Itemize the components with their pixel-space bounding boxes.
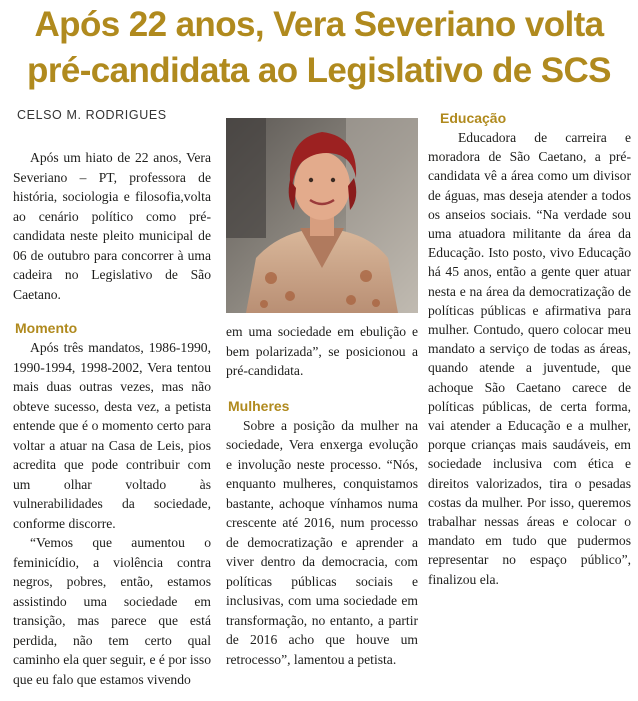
byline: CELSO M. RODRIGUES [17,108,167,122]
momento-paragraph-1: Após três mandatos, 1986-1990, 1990-1994, 1998-2002, Vera tentou mais duas outras vezes, mas não obteve sucesso, desta vez, a petista entende que é o momento certo para voltar a atuar na Casa de Leis, pios acredita que pode contribuir com um olhar voltado às vulnerabilidades da sociedade, conforme discorre. [13,340,211,531]
mulheres-paragraph: Sobre a posição da mulher na sociedade, Vera enxerga evolução e involução neste processo. “Nós, enquanto mulheres, conquistamos bastante, achoque vínhamos numa crescente até 2016, num processo de democratização e aprender a viver dentro da democracia, com políticas públicas sociais e inclusivas, com uma sociedade em transformação, no entanto, a partir de 2016 acho que houve um retrocesso”, lamentou a petista. [226,417,418,667]
momento-continuation: em uma sociedade em ebulição e bem polarizada”, se posicionou a pré-candidata. [226,324,418,378]
section-title-momento: Momento [15,320,78,336]
section-title-mulheres: Mulheres [228,397,290,414]
momento-paragraph-2: “Vemos que aumentou o feminicídio, a violência contra negros, pobres, então, estamos assistindo uma sociedade em transição, mas parece que está perdida, não tem certo qual caminho ela quer seguir, e é por isso que eu falo que estamos vivendo [13,535,212,687]
column-3 [428,0,631,589]
intro-paragraph: Após um hiato de 22 anos, Vera Severiano – PT, professora de história, sociologia e filosofia,volta ao cenário político como pré-candidata neste pleito municipal de 06 de outubro para concorrer à uma cadeira no Legislativo de São Caetano. [13,150,211,302]
section-title-educacao: Educação [440,110,507,126]
headline-line-1: Após 22 anos, Vera Severiano volta [34,5,604,44]
educacao-paragraph: Educadora de carreira e moradora de São Caetano, a pré-candidata vê a área como um divisor de águas, mas deseja atender a todos os anseios sociais. “Na verdade sou uma atuadora militante da área da Educação. Isto posto, vivo Educação há 45 anos, então a gente quer atuar nesta e na área da democratização de políticas públicas e afirmativa para mulher. Contudo, quero colocar meu mandato a serviço de todas as áreas, quando atende a juventude, que achoque São Caetano carece de políticas públicas, de certa forma, vai atender a Educação e a mulher, porque crianças mais saudáveis, em sociedade inclusiva com ética e direitos valorizados, tira o pesadas costas da mulher. Por isso, queremos trabalhar nessas áreas e colocar o mandato em tudo que pudermos representar no espaço público”, finalizou ela. [428,130,631,587]
column-1 [13,0,211,689]
headline-line-2: pré-candidata ao Legislativo de SCS [27,51,611,90]
column-2 [226,0,418,669]
